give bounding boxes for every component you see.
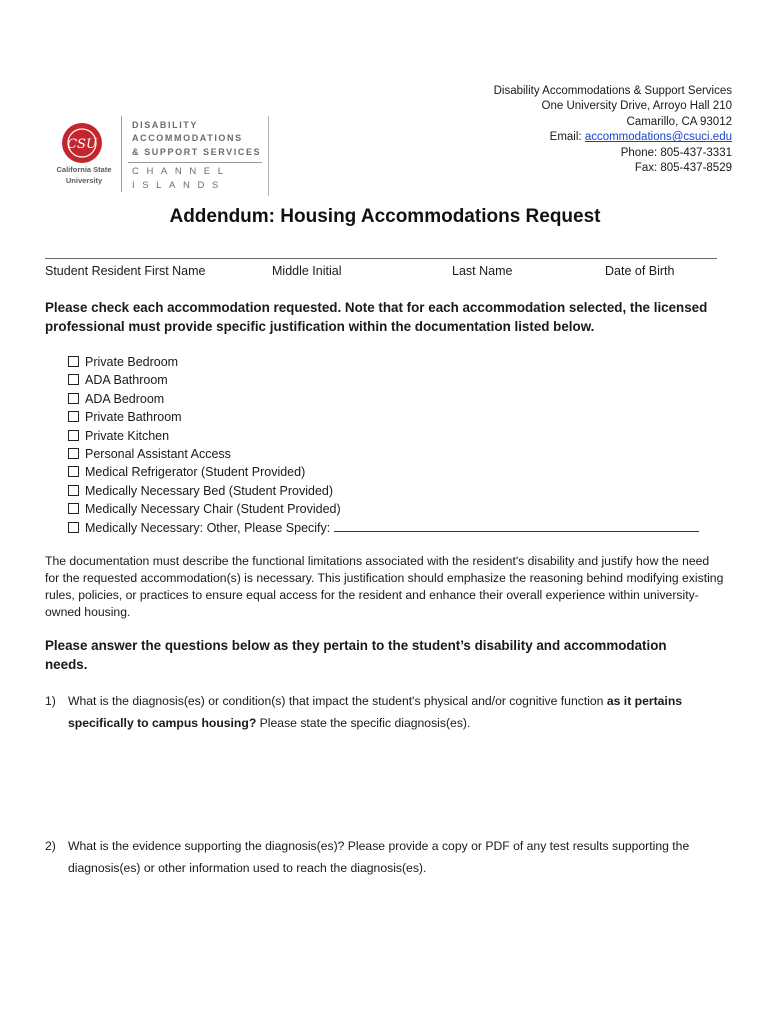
csu-monogram: CSU xyxy=(67,137,97,152)
checklist-label: Private Kitchen xyxy=(85,428,170,443)
question-text-bold: as it pertains specifically to campus housing? xyxy=(68,694,683,730)
campus-line-1: CHANNEL xyxy=(132,166,231,177)
documentation-paragraph: The documentation must describe the functional limitations associated with the resident's disability and justify how the need for the requested accommodation(s) is necessary. This justification should emphasize the reasoning behind modifying existing rules, policies, or practices to ensure equal access for the resident and enhance their overall experience within university-owned housing. xyxy=(45,554,724,619)
department-line-2: ACCOMMODATIONS xyxy=(132,133,243,144)
checklist-item[interactable] xyxy=(68,519,699,537)
checkbox[interactable] xyxy=(68,356,79,367)
checklist-item[interactable] xyxy=(68,353,699,371)
checklist-label: Private Bathroom xyxy=(85,410,182,425)
logo-divider xyxy=(121,116,122,192)
checklist-label: Medically Necessary: Other, Please Specify: xyxy=(85,520,331,535)
logo-border xyxy=(268,116,269,196)
campus-name xyxy=(132,165,231,193)
answer-2-area[interactable] xyxy=(68,886,718,986)
question-number: 2) xyxy=(45,839,56,853)
question-1 xyxy=(45,690,735,740)
checklist-label: Private Bedroom xyxy=(85,355,179,369)
checklist-label: Medically Necessary Bed (Student Provided) xyxy=(85,483,334,498)
org-name: Disability Accommodations & Support Services xyxy=(493,85,732,97)
first-name-label: Student Resident First Name xyxy=(45,264,206,278)
page-title: Addendum: Housing Accommodations Request xyxy=(169,206,601,227)
university-name xyxy=(48,165,120,186)
answer-1-area[interactable] xyxy=(68,742,718,828)
checklist-item[interactable] xyxy=(68,445,699,463)
other-specify-field[interactable] xyxy=(334,521,699,532)
logo-rule xyxy=(128,162,262,163)
fax-line: Fax: 805-437-8529 xyxy=(634,162,732,175)
contact-block xyxy=(494,84,732,176)
instructions: Please check each accommodation requested. Note that for each accommodation selected, the licensed professional must provide specific justification within the documentation listed below. xyxy=(45,300,708,334)
checkbox[interactable] xyxy=(68,393,79,404)
dob-label: Date of Birth xyxy=(605,264,675,278)
campus-line-2: ISLANDS xyxy=(132,180,226,191)
checklist-item[interactable] xyxy=(68,390,699,408)
middle-initial-label: Middle Initial xyxy=(272,264,342,278)
checkbox[interactable] xyxy=(68,411,79,422)
question-2 xyxy=(45,835,735,885)
checklist-label: ADA Bathroom xyxy=(85,373,168,388)
checklist-item[interactable] xyxy=(68,408,699,426)
last-name-label: Last Name xyxy=(452,264,513,278)
university-line-2: University xyxy=(65,175,103,185)
checklist-item[interactable] xyxy=(68,427,699,445)
email-line xyxy=(494,130,732,145)
accommodation-checklist xyxy=(68,353,699,537)
checkbox[interactable] xyxy=(68,503,79,514)
address-line-1: One University Drive, Arroyo Hall 210 xyxy=(541,100,732,113)
university-line-1: California State xyxy=(56,165,112,174)
question-text-plain: What is the diagnosis(es) or condition(s) that impact the student's physical and/or cognitive function xyxy=(68,694,604,708)
checkbox[interactable] xyxy=(68,448,79,459)
checklist-item[interactable] xyxy=(68,500,699,518)
checkbox[interactable] xyxy=(68,522,79,533)
email-label: Email: xyxy=(549,131,582,144)
question-text-end: Please state the specific diagnosis(es). xyxy=(259,716,471,730)
question-text xyxy=(68,690,728,734)
checklist-item[interactable] xyxy=(68,482,699,500)
questions-heading: Please answer the questions below as they pertain to the student’s disability and accommodation needs. xyxy=(45,638,667,672)
checklist-label: Personal Assistant Access xyxy=(85,446,231,461)
name-signature-line[interactable] xyxy=(45,258,717,259)
email-link[interactable]: accommodations@csuci.edu xyxy=(584,131,732,144)
checkbox[interactable] xyxy=(68,430,79,441)
checklist-label: Medical Refrigerator (Student Provided) xyxy=(85,465,306,480)
checkbox[interactable] xyxy=(68,374,79,385)
checkbox[interactable] xyxy=(68,485,79,496)
checklist-item[interactable] xyxy=(68,463,699,481)
csu-seal-icon xyxy=(60,122,108,166)
checklist-label: ADA Bedroom xyxy=(85,391,165,406)
question-number: 1) xyxy=(45,694,56,708)
checklist-label: Medically Necessary Chair (Student Provided) xyxy=(85,502,341,517)
department-line-3: & SUPPORT SERVICES xyxy=(132,146,262,157)
phone-line: Phone: 805-437-3331 xyxy=(620,146,732,159)
department-name xyxy=(132,119,261,159)
checkbox[interactable] xyxy=(68,466,79,477)
checklist-item[interactable] xyxy=(68,371,699,389)
address-line-2: Camarillo, CA 93012 xyxy=(626,115,732,128)
department-line-1: DISABILITY xyxy=(132,120,199,130)
question-text: What is the evidence supporting the diagnosis(es)? Please provide a copy or PDF of any test results supporting the diagnosis(es) or other information used to reach the diagnosis(es). xyxy=(68,839,690,875)
